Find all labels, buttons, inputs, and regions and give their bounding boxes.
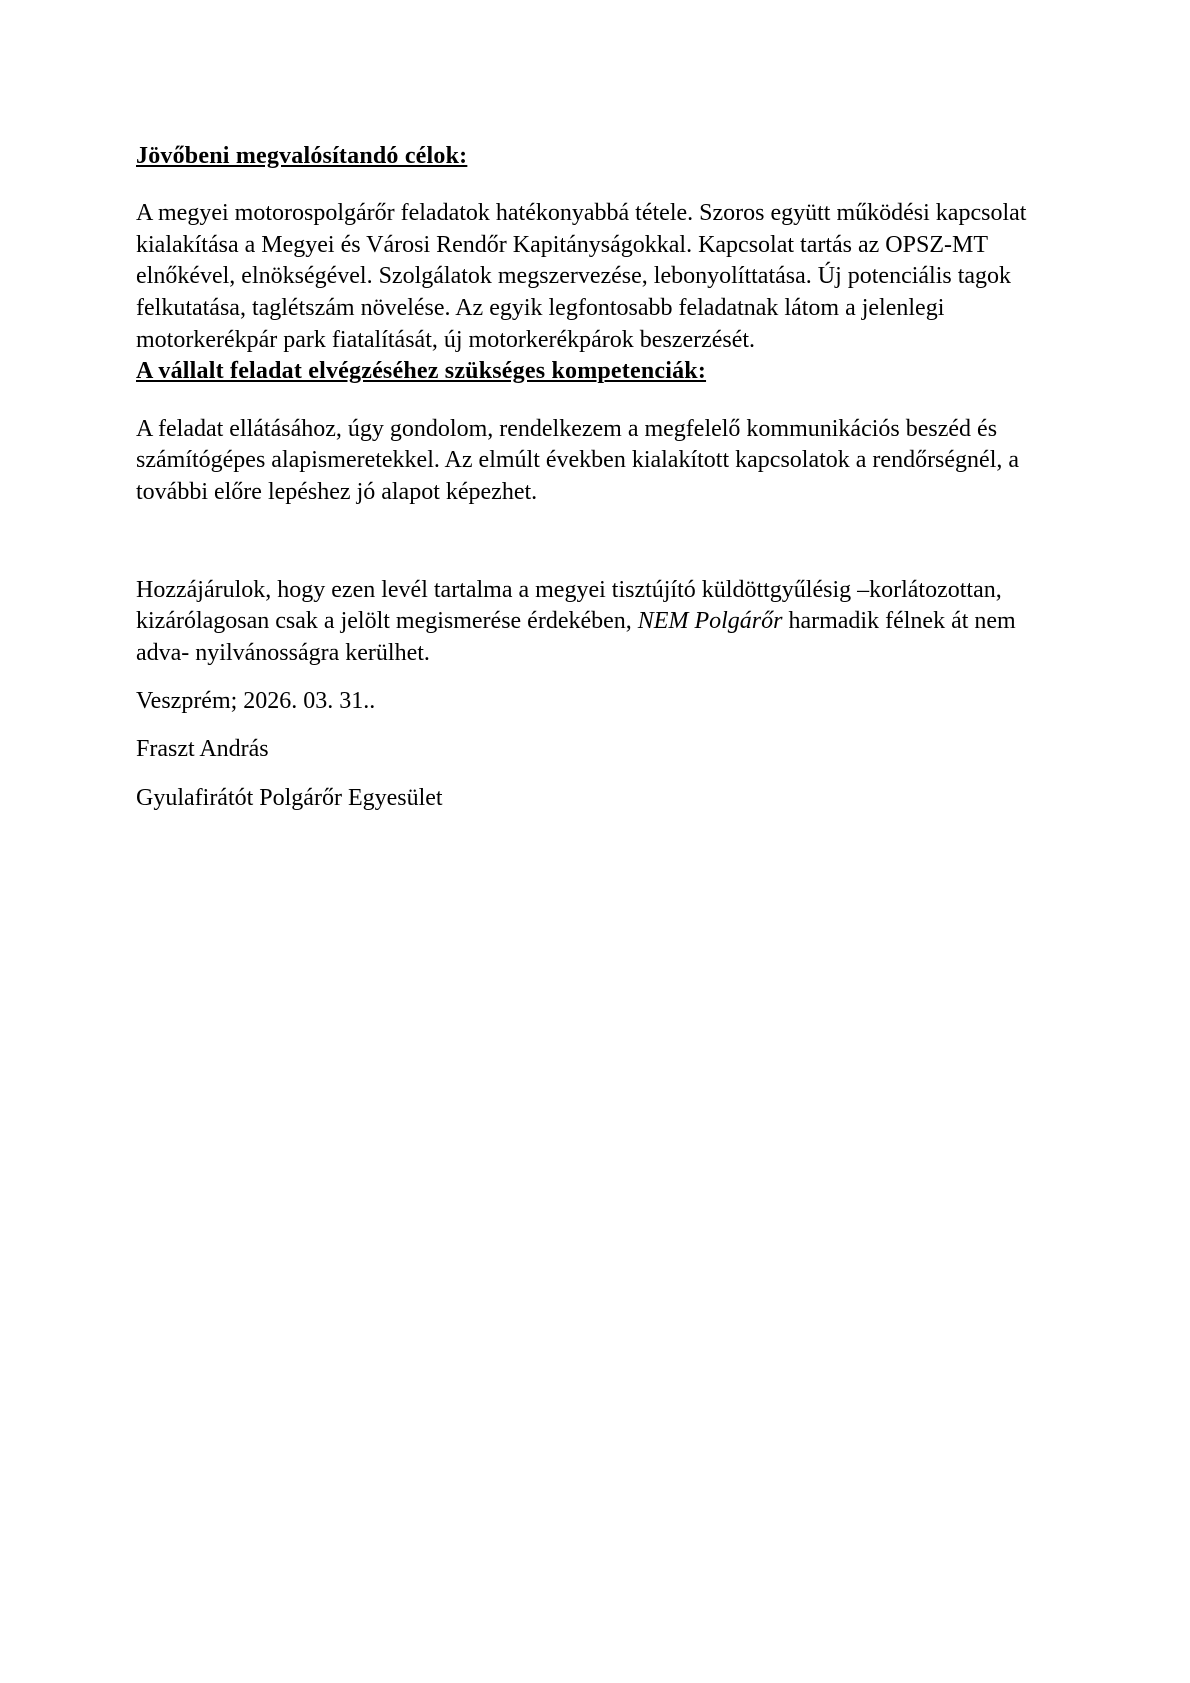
competencies-paragraph: A feladat ellátásához, úgy gondolom, rendelkezem a megfelelő kommunikációs beszéd és számítógépes alapismeretekkel. Az elmúlt években kialakított kapcsolatok a rendőrségnél, a további előre lepéshez jó alapot képezhet.	[136, 415, 1020, 505]
consent-text-italic: NEM Polgárőr	[637, 608, 783, 635]
signature-name: Fraszt András	[136, 736, 269, 763]
consent-paragraph	[136, 575, 1056, 670]
consent-text-before: Hozzájárulok, hogy ezen levél tartalma a megyei tisztújító küldöttgyűlésig –korlátozottan, kizárólagosan csak a jelölt megismerése érdekében,	[136, 576, 1002, 635]
goals-paragraph: A megyei motorospolgárőr feladatok hatékonyabbá tétele. Szoros együtt működési kapcsolat kialakítása a Megyei és Városi Rendőr Kapitányságokkal. Kapcsolat tartás az OPSZ-MT elnőkével, elnökségével. Szolgálatok megszervezése, lebonyolíttatása. Új potenciális tagok felkutatása, taglétszám növelése. Az egyik legfontosabb feladatnak látom a jelenlegi motorkerékpár park fiatalítását, új motorkerékpárok beszerzését.	[136, 200, 1027, 353]
section-heading-goals: Jövőbeni megvalósítandó célok:	[136, 143, 468, 169]
document-content	[136, 142, 1056, 815]
section-heading-competencies: A vállalt feladat elvégzéséhez szükséges kompetenciák:	[136, 357, 707, 384]
signature-organization: Gyulafirátót Polgárőr Egyesület	[136, 785, 443, 812]
date-line: Veszprém; 2026. 03. 31..	[136, 687, 376, 714]
consent-text-after: harmadik félnek át nem adva- nyilvánosságra kerülhet.	[136, 608, 1016, 667]
